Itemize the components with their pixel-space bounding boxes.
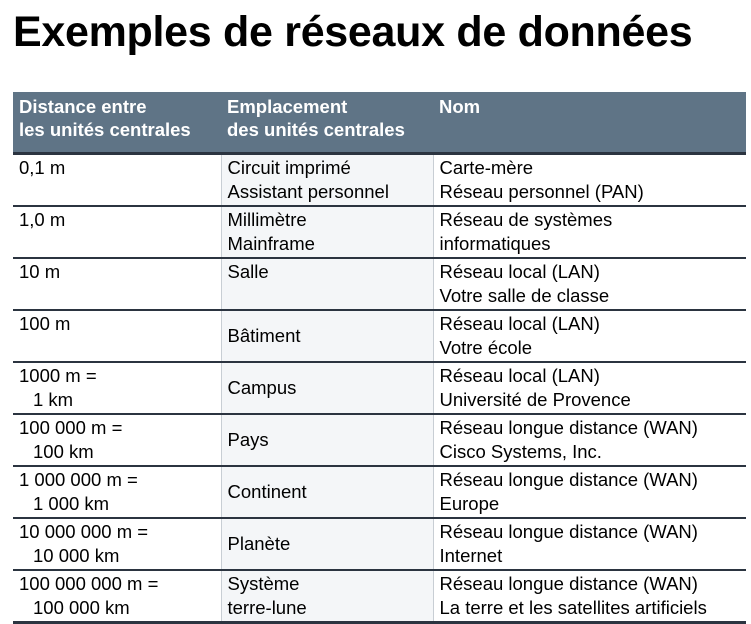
distance-value: 0,1 m (19, 157, 66, 178)
table-row (13, 414, 746, 466)
location-line1: Salle (227, 261, 269, 282)
name-cell (433, 206, 746, 258)
distance-cell (13, 362, 221, 414)
table-row (13, 362, 746, 414)
table-row (13, 310, 746, 362)
location-cell (221, 570, 433, 623)
distance-cell (13, 154, 221, 207)
distance-cell (13, 570, 221, 623)
name-line2: Votre salle de classe (439, 285, 610, 306)
header-name (433, 92, 746, 154)
location-cell (221, 414, 433, 466)
distance-value-km: 100 000 km (33, 597, 130, 618)
location-line1: Continent (227, 481, 307, 502)
location-cell (221, 206, 433, 258)
header-location (221, 92, 433, 154)
location-cell (221, 362, 433, 414)
distance-cell (13, 258, 221, 310)
table-row (13, 466, 746, 518)
distance-cell (13, 414, 221, 466)
network-examples-table (13, 92, 746, 624)
location-line2: Mainframe (227, 233, 315, 254)
distance-value: 1,0 m (19, 209, 66, 230)
name-line2: Cisco Systems, Inc. (439, 441, 602, 462)
location-line1: Système (227, 573, 300, 594)
location-cell (221, 154, 433, 207)
name-line1: Réseau de systèmes (439, 209, 613, 230)
name-cell (433, 570, 746, 623)
name-cell (433, 362, 746, 414)
table-row (13, 570, 746, 623)
name-line1: Réseau local (LAN) (439, 313, 600, 334)
header-distance (13, 92, 221, 154)
name-line1: Réseau longue distance (WAN) (439, 469, 698, 490)
table-row (13, 206, 746, 258)
location-line1: Campus (227, 377, 297, 398)
location-line2: terre-lune (227, 597, 307, 618)
name-line2: Europe (439, 493, 500, 514)
name-line1: Réseau longue distance (WAN) (439, 417, 698, 438)
location-cell (221, 518, 433, 570)
distance-value-km: 1 km (33, 389, 74, 410)
distance-value: 100 m (19, 313, 71, 334)
header-distance-line1: Distance entre (19, 96, 147, 117)
table-row (13, 258, 746, 310)
distance-cell (13, 310, 221, 362)
name-line2: La terre et les satellites artificiels (439, 597, 707, 618)
distance-value: 1000 m = (19, 365, 97, 386)
name-line1: Réseau longue distance (WAN) (439, 521, 698, 542)
name-cell (433, 310, 746, 362)
name-line1: Réseau local (LAN) (439, 261, 600, 282)
header-location-line2: des unités centrales (227, 119, 405, 140)
distance-value: 1 000 000 m = (19, 469, 138, 490)
name-line2: Réseau personnel (PAN) (439, 181, 644, 202)
location-cell (221, 310, 433, 362)
distance-value: 10 m (19, 261, 61, 282)
name-cell (433, 414, 746, 466)
table-row (13, 154, 746, 207)
name-cell (433, 258, 746, 310)
name-line2: informatiques (439, 233, 551, 254)
name-line2: Votre école (439, 337, 533, 358)
name-cell (433, 154, 746, 207)
location-line2: Assistant personnel (227, 181, 389, 202)
distance-cell (13, 466, 221, 518)
header-location-line1: Emplacement (227, 96, 348, 117)
name-line1: Réseau longue distance (WAN) (439, 573, 698, 594)
name-line2: Université de Provence (439, 389, 631, 410)
distance-value: 100 000 m = (19, 417, 123, 438)
table-header-row (13, 92, 746, 154)
distance-value-km: 100 km (33, 441, 94, 462)
distance-cell (13, 206, 221, 258)
name-line1: Réseau local (LAN) (439, 365, 600, 386)
location-cell (221, 258, 433, 310)
name-line1: Carte-mère (439, 157, 534, 178)
distance-value-km: 10 000 km (33, 545, 120, 566)
distance-cell (13, 518, 221, 570)
distance-value-km: 1 000 km (33, 493, 110, 514)
location-cell (221, 466, 433, 518)
distance-value: 10 000 000 m = (19, 521, 149, 542)
page-title: Exemples de réseaux de données (13, 8, 693, 56)
location-line1: Pays (227, 429, 269, 450)
name-cell (433, 518, 746, 570)
location-line1: Circuit imprimé (227, 157, 351, 178)
name-line2: Internet (439, 545, 503, 566)
header-distance-line2: les unités centrales (19, 119, 191, 140)
distance-value: 100 000 000 m = (19, 573, 159, 594)
name-cell (433, 466, 746, 518)
table-row (13, 518, 746, 570)
location-line1: Bâtiment (227, 325, 301, 346)
location-line1: Planète (227, 533, 291, 554)
header-name-label: Nom (439, 96, 481, 117)
location-line1: Millimètre (227, 209, 307, 230)
